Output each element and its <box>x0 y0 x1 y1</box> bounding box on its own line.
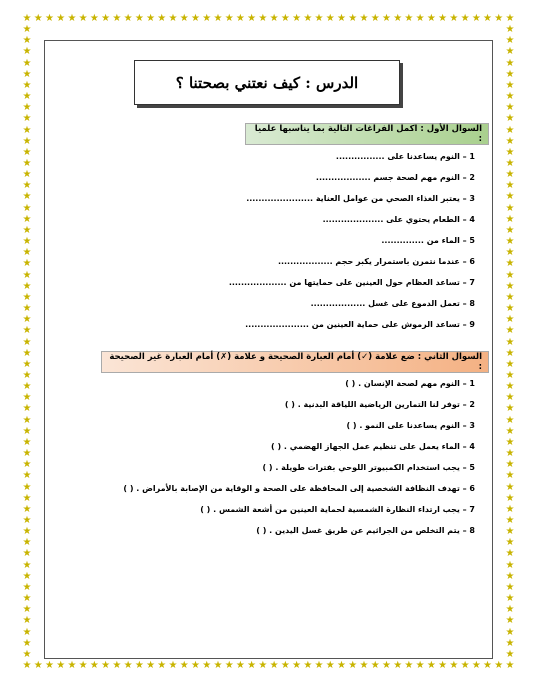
star-icon: ★ <box>505 180 515 192</box>
star-icon: ★ <box>505 213 515 225</box>
star-icon: ★ <box>56 13 66 24</box>
star-icon: ★ <box>348 13 358 24</box>
star-icon: ★ <box>505 269 515 281</box>
star-icon: ★ <box>22 35 32 47</box>
star-icon: ★ <box>89 13 99 24</box>
star-icon: ★ <box>123 660 133 671</box>
star-icon: ★ <box>22 169 32 181</box>
star-icon: ★ <box>213 660 223 671</box>
star-icon: ★ <box>67 660 77 671</box>
star-icon: ★ <box>22 660 32 671</box>
star-icon: ★ <box>22 224 32 236</box>
star-icon: ★ <box>22 191 32 203</box>
star-icon: ★ <box>22 347 32 359</box>
star-icon: ★ <box>280 13 290 24</box>
star-icon: ★ <box>22 593 32 605</box>
star-icon: ★ <box>325 660 335 671</box>
star-icon: ★ <box>505 24 515 36</box>
star-icon: ★ <box>22 258 32 270</box>
star-icon: ★ <box>494 660 504 671</box>
star-icon: ★ <box>505 514 515 526</box>
star-icon: ★ <box>22 425 32 437</box>
star-icon: ★ <box>22 381 32 393</box>
star-icon: ★ <box>404 660 414 671</box>
star-icon: ★ <box>179 660 189 671</box>
star-icon: ★ <box>337 660 346 671</box>
star-icon: ★ <box>505 369 515 381</box>
fill-item: 6 – عندما نتمرن باستمرار يكبر حجم .................. <box>277 257 475 266</box>
star-icon: ★ <box>269 13 279 24</box>
star-icon: ★ <box>44 660 54 671</box>
star-icon: ★ <box>325 13 335 24</box>
star-icon: ★ <box>505 325 515 337</box>
star-icon: ★ <box>292 660 302 671</box>
star-icon: ★ <box>381 13 391 24</box>
star-icon: ★ <box>505 224 515 236</box>
star-icon: ★ <box>134 660 144 671</box>
star-icon: ★ <box>505 660 515 671</box>
fill-item: 4 – الطعام يحتوي على .................... <box>322 215 475 224</box>
star-icon: ★ <box>415 660 425 671</box>
star-icon: ★ <box>505 593 515 605</box>
fill-item: 5 – الماء من .............. <box>381 236 475 245</box>
star-icon: ★ <box>56 660 66 671</box>
star-icon: ★ <box>505 381 515 393</box>
star-icon: ★ <box>22 68 32 80</box>
star-icon: ★ <box>505 202 515 214</box>
star-icon: ★ <box>22 514 32 526</box>
star-icon: ★ <box>505 392 515 404</box>
truefalse-item: 8 – يتم التخلص من الجراثيم عن طريق غسل اليدين . ( ) <box>256 526 475 535</box>
star-icon: ★ <box>22 202 32 214</box>
star-icon: ★ <box>22 526 32 538</box>
star-icon: ★ <box>505 135 515 147</box>
star-icon: ★ <box>22 213 32 225</box>
truefalse-item: 2 – توفر لنا التمارين الرياضية اللياقة البدنية . ( ) <box>284 400 475 409</box>
star-icon: ★ <box>505 347 515 359</box>
star-icon: ★ <box>449 13 459 24</box>
star-icon: ★ <box>314 13 324 24</box>
star-icon: ★ <box>370 13 380 24</box>
star-icon: ★ <box>258 13 268 24</box>
star-icon: ★ <box>22 537 32 549</box>
star-icon: ★ <box>359 13 369 24</box>
star-icon: ★ <box>22 637 32 649</box>
star-icon: ★ <box>22 113 32 125</box>
star-icon: ★ <box>22 79 32 91</box>
section1-heading <box>245 123 489 145</box>
star-icon: ★ <box>22 604 32 616</box>
fill-item: 1 – النوم يساعدنا على ................ <box>335 152 475 161</box>
star-icon: ★ <box>505 146 515 158</box>
star-icon: ★ <box>22 648 32 660</box>
star-icon: ★ <box>505 436 515 448</box>
star-icon: ★ <box>112 13 122 24</box>
star-icon: ★ <box>483 660 493 671</box>
truefalse-item: 7 – يجب ارتداء النظارة الشمسية لحماية العينين من أشعة الشمس . ( ) <box>200 505 475 514</box>
star-icon: ★ <box>269 660 279 671</box>
star-icon: ★ <box>438 13 448 24</box>
star-icon: ★ <box>505 46 515 58</box>
star-icon: ★ <box>505 236 515 248</box>
star-icon: ★ <box>22 470 32 482</box>
star-icon: ★ <box>348 660 358 671</box>
star-icon: ★ <box>404 13 414 24</box>
star-icon: ★ <box>146 660 156 671</box>
star-icon: ★ <box>168 660 178 671</box>
star-icon: ★ <box>426 13 436 24</box>
star-icon: ★ <box>505 626 515 638</box>
star-icon: ★ <box>303 660 313 671</box>
lesson-title-box <box>134 60 400 105</box>
star-icon: ★ <box>505 68 515 80</box>
star-icon: ★ <box>505 124 515 136</box>
star-icon: ★ <box>22 247 32 259</box>
star-icon: ★ <box>505 57 515 69</box>
star-icon: ★ <box>449 660 459 671</box>
star-icon: ★ <box>22 13 32 24</box>
star-icon: ★ <box>505 314 515 326</box>
star-icon: ★ <box>505 113 515 125</box>
star-icon: ★ <box>505 648 515 660</box>
star-icon: ★ <box>483 13 493 24</box>
lesson-title: الدرس : كيف نعتني بصحتنا ؟ <box>175 73 359 92</box>
section2-heading-text: السوال الثاني : ضع علامة (✓) أمام العبارة الصحيحة و علامة (✗) أمام العبارة غير الصحيحة : <box>109 352 482 372</box>
star-icon: ★ <box>22 135 32 147</box>
star-icon: ★ <box>505 280 515 292</box>
star-icon: ★ <box>280 660 290 671</box>
truefalse-item: 3 – النوم يساعدنا على النمو . ( ) <box>346 421 475 430</box>
star-icon: ★ <box>22 436 32 448</box>
star-icon: ★ <box>22 236 32 248</box>
star-icon: ★ <box>22 102 32 114</box>
star-icon: ★ <box>22 403 32 415</box>
star-icon: ★ <box>22 46 32 58</box>
star-icon: ★ <box>505 604 515 616</box>
star-icon: ★ <box>22 626 32 638</box>
star-icon: ★ <box>494 13 504 24</box>
star-icon: ★ <box>505 559 515 571</box>
star-icon: ★ <box>224 660 234 671</box>
star-icon: ★ <box>22 269 32 281</box>
star-icon: ★ <box>224 13 234 24</box>
star-icon: ★ <box>505 548 515 560</box>
star-icon: ★ <box>505 570 515 582</box>
star-icon: ★ <box>168 13 178 24</box>
star-icon: ★ <box>22 303 32 315</box>
star-icon: ★ <box>505 581 515 593</box>
star-icon: ★ <box>505 336 515 348</box>
star-icon: ★ <box>247 660 257 671</box>
star-icon: ★ <box>505 414 515 426</box>
star-icon: ★ <box>303 13 313 24</box>
star-icon: ★ <box>460 13 470 24</box>
star-icon: ★ <box>112 660 122 671</box>
star-icon: ★ <box>22 146 32 158</box>
star-icon: ★ <box>505 303 515 315</box>
fill-item: 9 – تساعد الرموش على حماية العينين من ..................... <box>245 320 475 329</box>
star-icon: ★ <box>505 492 515 504</box>
truefalse-item: 1 – النوم مهم لصحة الإنسان . ( ) <box>345 379 475 388</box>
star-icon: ★ <box>505 470 515 482</box>
star-icon: ★ <box>22 559 32 571</box>
star-icon: ★ <box>471 660 481 671</box>
fill-item: 8 – تعمل الدموع على غسل .................. <box>310 299 475 308</box>
star-icon: ★ <box>314 660 324 671</box>
star-icon: ★ <box>505 481 515 493</box>
star-icon: ★ <box>22 414 32 426</box>
section2-heading <box>101 351 489 373</box>
star-icon: ★ <box>22 481 32 493</box>
star-icon: ★ <box>505 191 515 203</box>
truefalse-item: 5 – يجب استخدام الكمبيوتر اللوحي بفترات طويلة . ( ) <box>262 463 475 472</box>
star-icon: ★ <box>505 79 515 91</box>
star-icon: ★ <box>22 57 32 69</box>
star-icon: ★ <box>179 13 189 24</box>
star-icon: ★ <box>33 660 43 671</box>
star-icon: ★ <box>505 537 515 549</box>
fill-item: 2 – النوم مهم لصحة جسم .................. <box>315 173 475 182</box>
star-icon: ★ <box>505 35 515 47</box>
star-icon: ★ <box>381 660 391 671</box>
star-icon: ★ <box>22 369 32 381</box>
star-icon: ★ <box>22 615 32 627</box>
star-icon: ★ <box>505 358 515 370</box>
star-icon: ★ <box>22 492 32 504</box>
star-icon: ★ <box>471 13 481 24</box>
star-icon: ★ <box>202 13 212 24</box>
star-icon: ★ <box>101 660 111 671</box>
star-icon: ★ <box>505 459 515 471</box>
star-icon: ★ <box>78 660 88 671</box>
star-icon: ★ <box>22 280 32 292</box>
star-icon: ★ <box>22 548 32 560</box>
star-icon: ★ <box>22 503 32 515</box>
section1-heading-text: السوال الأول : اكمل الفراغات التالية بما يناسبها علميا : <box>254 124 482 144</box>
star-icon: ★ <box>22 570 32 582</box>
star-icon: ★ <box>22 358 32 370</box>
star-icon: ★ <box>505 448 515 460</box>
star-icon: ★ <box>22 91 32 103</box>
star-icon: ★ <box>258 660 268 671</box>
star-icon: ★ <box>191 13 200 24</box>
star-icon: ★ <box>213 13 223 24</box>
fill-item: 3 – يعتبر الغذاء الصحي من عوامل العناية ...................... <box>246 194 475 203</box>
star-icon: ★ <box>22 124 32 136</box>
star-icon: ★ <box>146 13 156 24</box>
star-icon: ★ <box>67 13 77 24</box>
star-icon: ★ <box>202 660 212 671</box>
star-icon: ★ <box>426 660 436 671</box>
star-icon: ★ <box>505 169 515 181</box>
star-icon: ★ <box>101 13 111 24</box>
star-icon: ★ <box>505 526 515 538</box>
star-icon: ★ <box>505 637 515 649</box>
star-icon: ★ <box>157 13 167 24</box>
star-icon: ★ <box>505 615 515 627</box>
truefalse-item: 6 – تهدف النظافة الشخصية إلى المحافظة على الصحة و الوقاية من الإصابة بالأمراض . ( ) <box>123 484 475 493</box>
star-icon: ★ <box>460 660 470 671</box>
star-icon: ★ <box>415 13 425 24</box>
star-icon: ★ <box>33 13 43 24</box>
star-icon: ★ <box>292 13 302 24</box>
star-icon: ★ <box>22 325 32 337</box>
star-icon: ★ <box>157 660 167 671</box>
star-icon: ★ <box>505 247 515 259</box>
star-icon: ★ <box>505 91 515 103</box>
star-icon: ★ <box>359 660 369 671</box>
star-icon: ★ <box>337 13 346 24</box>
star-icon: ★ <box>505 13 515 24</box>
star-icon: ★ <box>393 660 403 671</box>
star-icon: ★ <box>505 403 515 415</box>
star-icon: ★ <box>22 581 32 593</box>
truefalse-item: 4 – الماء يعمل على تنظيم عمل الجهاز الهضمي . ( ) <box>271 442 475 451</box>
star-icon: ★ <box>22 158 32 170</box>
star-icon: ★ <box>22 24 32 36</box>
star-icon: ★ <box>235 660 245 671</box>
star-icon: ★ <box>22 314 32 326</box>
star-icon: ★ <box>370 660 380 671</box>
star-icon: ★ <box>505 158 515 170</box>
star-icon: ★ <box>22 448 32 460</box>
star-icon: ★ <box>505 258 515 270</box>
star-icon: ★ <box>134 13 144 24</box>
star-icon: ★ <box>22 392 32 404</box>
star-icon: ★ <box>22 291 32 303</box>
star-icon: ★ <box>22 336 32 348</box>
star-icon: ★ <box>247 13 257 24</box>
star-icon: ★ <box>505 291 515 303</box>
star-icon: ★ <box>505 425 515 437</box>
star-icon: ★ <box>22 459 32 471</box>
fill-item: 7 – تساعد العظام حول العينين على حمايتها من ................... <box>228 278 475 287</box>
star-icon: ★ <box>505 503 515 515</box>
star-icon: ★ <box>78 13 88 24</box>
star-icon: ★ <box>191 660 200 671</box>
star-icon: ★ <box>44 13 54 24</box>
star-icon: ★ <box>22 180 32 192</box>
star-icon: ★ <box>123 13 133 24</box>
star-icon: ★ <box>438 660 448 671</box>
star-icon: ★ <box>235 13 245 24</box>
star-icon: ★ <box>505 102 515 114</box>
star-icon: ★ <box>89 660 99 671</box>
star-icon: ★ <box>393 13 403 24</box>
